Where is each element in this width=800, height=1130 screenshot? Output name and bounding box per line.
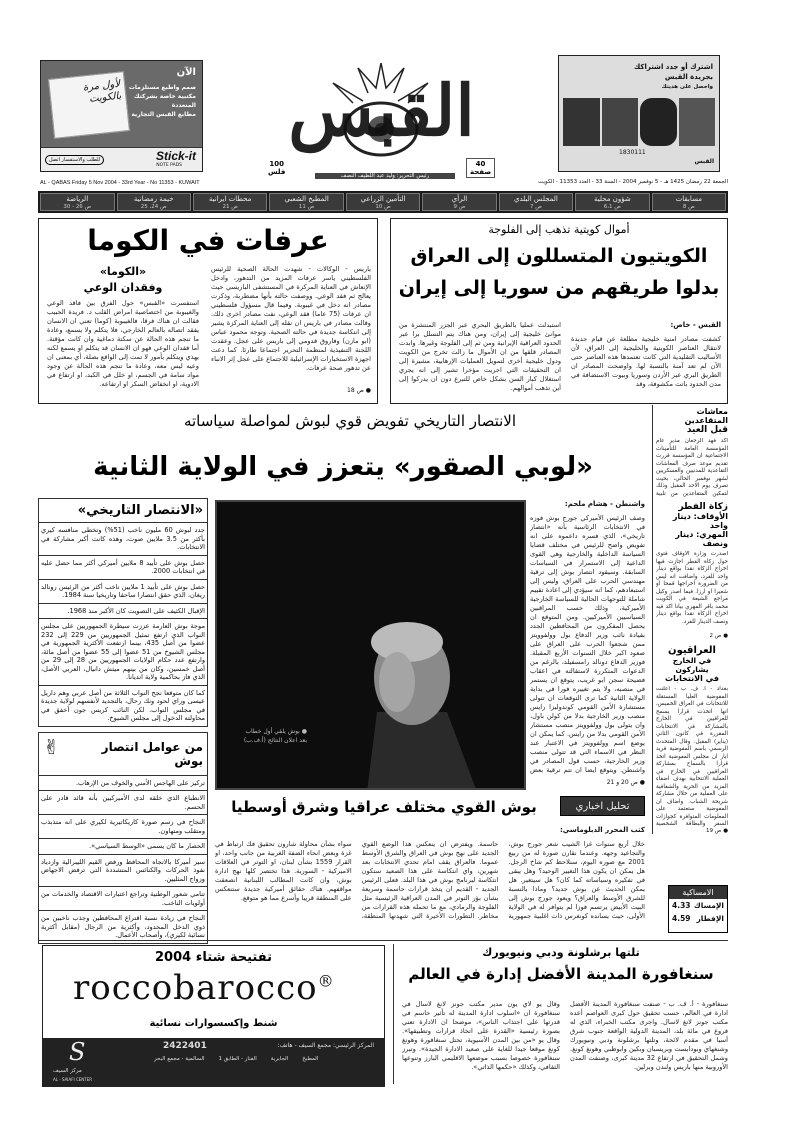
story-body-right: كشفت مصادر امنية خليجية مطلعة عن قيام جديدة لانتقال العناصر الكويتية والخليجية إلى العراق، لأن الأساليب التقليدية التي كانت تعتمدها هذه العناصر حتى الآن لم تعد آمنة بالنسبة لها. واوضحت المصادر ان الطريق البري عبر الأردن وسوريا وبيوت الاستضافة في مدن الحدود باتت مكشوفة، وقد	[571, 335, 721, 388]
ad-footer	[43, 1038, 384, 1086]
nav-page: ص 21	[222, 204, 238, 210]
editor-line: رئيس التحرير: وليد عبد اللطيف النصف	[315, 173, 455, 179]
historic-bullet: كما كان متوقعا نجح النواب الثلاثة من أصل عربي وهم داريل عيسى وراي لحود ونك رحال، بالتجديد لأنفسهم لولاية جديدة في مجلس النواب. لكن النائب كريس جون أخفق في محاولته الدخول إلى مجلس الشيوخ.	[41, 688, 205, 722]
singapore-body-left: وقال يو لاي يون مدير مكتب جونز لانغ لاسال في سنغافورة ان «اسلوب ادارة المدينة له تأثير حاسم في قدرتها على اجتذاب الناس»، موضحا ان الادارة تعني بصورة رئيسية «القدرة على اتخاذ قرارات وتطبيقها». وقال يو «من بين المدن الآسيوية، تحتل سنغافورة وهونغ كونغ موقعا جيدا للغاية على صعيد الادارة الجيدة». وتبرز سنغافورة خصوصا بسبب موضعها الاقليمي البارز وتنوعها الثقافي، وكذلك «حكمها الذاتي».	[402, 1000, 560, 1071]
analysis-byline: كتب المحرر الدبلوماسي:	[559, 826, 645, 834]
ad-logo-s-icon: S	[69, 1038, 86, 1066]
ad-brand-area	[41, 147, 202, 171]
nav-label: الرياضة	[66, 195, 89, 203]
phone-image-icon	[640, 98, 677, 146]
analysis-label: تحليل اخباري	[560, 796, 645, 816]
ad-sub-line: اشترك أو جدد اشتراكك	[633, 63, 713, 71]
singapore-body-right: سنغافورة - أ. ف. ب - صنفت سنغافورة المدينة الأفضل ادارة في العالم، حسب تحقيق حول كبرى العواصم أعده مكتب جونز لانغ لاسال. واجرى مكتب الخبراء، الذي له فروع في مائة بلد، المدينة الدولية الواقعة جنوب شرق آسيا في مقدم لائحة، وتلتها برشلونة ودبي ونيويورك وشنغهاي وبودابست وبريسبان وبكين وابوظبي وهونغ كونغ. وشمل التحقيق في ارتفاع 32 مدينة كبرى، وصنفت المدن الأوروبية منها باريس ولندن وبرلين.	[570, 1000, 728, 1071]
prayer-title: الامساكية	[669, 886, 727, 899]
ad-brand-name: roccobarocco	[73, 968, 318, 1008]
ad-gift-images	[563, 98, 715, 146]
ad-roccobarocco[interactable]	[42, 945, 385, 1087]
date-arabic: الجمعة 22 رمضان 1425 هـ - 5 نوفمبر 2004 - السنة 33 - العدد 11353 - الكويت	[538, 179, 728, 185]
section-nav	[38, 191, 728, 213]
lead-body: وصف الرئيس الأميركي جورج بوش فوزه في الانتخابات الرئاسية بأنه «انتصار تاريخي»، الذي فسره داعموه على انه تفويض واضح للرئيس في مختلف قضايا السياسة الداخلية والخارجية وهي القوى الداعية إلى الاستمرار في السياسات السابقة. وسيقود انتصار بوش إلى ترقية مهندسي الحرب على العراق، وليس إلى استبعادهم، كما انه سيؤدي إلى اعادة تقييم شاملة للتوجهات الحالية للسياسة الخارجية الأميركية، وذلك حسب المراقبين السياسيين الأميركيين. ومن المتوقع ان يحصل المفكرون من المحافظين الجدد بقيادة نائب وزير الدفاع بول وولفوويتز ممن شجعوا الحرب على العراق على صعود اكبر خلال السنوات الأربع المقبلة. فوزير الدفاع دونالد رامسفيلد، بالرغم من الدعوات المتكررة لاستقالته في اعقاب فضيحة سجن ابو غريب، يتوقع ان يستمر في منصبه، ولا يتم تغييره فورا في بداية الولاية الثانية كما ترى التوقعات ان تتولى مستشارة الأمن القومي كوندوليزا رايس منصب وزير الخارجية بدلا من كولن باول، وان يتولى بول وولفوويتز منصب مستشار الأمن القومي بدلا من رايس. كما يمكن ان يوضع اسم وولفوويتز في الاعتبار عند النظر في الاسماء التي قد تتولى منصب وزير الخارجية، حسب قول المصادر في واشنطن. ويتوقع ايضا ان تتم ترقية بعض	[530, 514, 645, 774]
factors-bullet: تركيز على الهاجس الأمني والخوف من الإرهاب.	[39, 776, 207, 792]
story-body-left: استبدلت عمليا بالطريق البحري عبر الجزر المنتشرة من موانئ خليجية إلى إيران، ومن هناك يتم التسلل برا عبر الحدود العراقية الإيرانية ومن ثم إلى الفلوجة وغيرها. وابدت المصادر قلقها من ان الأموال ما زالت تخرج من الكويت ودول خليجية أخرى لتمويل العمليات الإرهابية، مشيرة إلى ان التحقيقات التي اجريت مؤخرا تشير إلى انه يجري استغلال كبار السن بشكل خاص للتبرع دون ان يدركوا إلى أين تذهب أموالهم.	[399, 321, 561, 392]
zakat-title-1: زكاة الفطر	[678, 502, 728, 512]
zakat-body: اصدرت وزارة الأوقاف فتوى حول زكاة الفطر اجازت فيها اخراج الزكاة نقدا بواقع دينار واحد للفرد، واضافت انه ليس من الضرورة اخراجها قمحا او شعيرا او ارزا. فيما اصدر وكيل مراجع الشيعة في الكويت محمد باقر المهري بيانا اكد فيه اخراج الزكاة نقدا بواقع دينار ونصف الدينار للفرد.	[656, 551, 728, 625]
ad-center-en: AL - SAIAFI CENTER	[53, 1077, 93, 1082]
coma-title-2: وفقدان الوعي	[83, 281, 163, 294]
prayer-row	[669, 899, 727, 912]
story-headline: عرفات في الكوما	[87, 224, 329, 257]
nav-item[interactable]	[346, 193, 420, 211]
ad-sub-line: بجريدة القبس	[664, 73, 713, 81]
rule-bottom	[38, 940, 728, 941]
ad-phone: 2422401	[163, 1041, 207, 1051]
ad-branch: الجابرية	[270, 1056, 289, 1062]
nav-item[interactable]	[575, 193, 649, 211]
ad-tagline: شنط وإكسسوارات نسائية	[149, 1018, 278, 1029]
nav-page: ص 24، 25	[140, 204, 167, 210]
ad-branches	[154, 1055, 374, 1064]
ad-brand-sub: NOTE PADS	[156, 163, 182, 168]
ad-line: المتعددة	[171, 102, 196, 109]
price-unit: فلس	[268, 168, 286, 176]
story-arafat[interactable]	[38, 218, 378, 404]
ad-subscription[interactable]	[558, 55, 720, 172]
ad-phone: 1830111	[619, 149, 646, 156]
iraqis-body: بغداد - أ. ف. ب - اعلنت المفوضية العليا المستقلة للانتخابات في العراق الخميس، انها اتخذت قرارا يسمح للعراقيين في الخارج بالمشاركة في الانتخابات المقررة في كانون الثاني (يناير) المقبل. وقال المتحدث الرسمي باسم المفوضية فريد ايار ان مجلس المفوضية اتخذ قرارا بالسماح بمشاركة العراقيين في الخارج في العملية الانتخابية بهدف اضفاء المزيد من الحرية والشفافية على العملية من خلال مشاركة شريحة الشباب. واضاف ان المفوضية ستعتمد على المعلومات المتوافرة كجوازات السفر والبطاقة الشخصية	[656, 686, 728, 827]
factors-bullet: سير أميركا بالاتجاه المحافظ ورفض القيم الليبرالية وازدياد نفوذ الحركات والكنائس المتشددة التي ترفض الاجهاض وزواج المثليين.	[39, 855, 207, 888]
photo-caption: ● بوش يلقي أول خطاب بعد اعلان النتائج (أ.ف.ب)	[243, 728, 307, 744]
iraqis-title-1: العراقيون	[668, 645, 716, 656]
prayer-row	[669, 912, 727, 925]
date-english: AL - QABAS Friday 5 Nov 2004 - 33rd Year - No 11353 - KUWAIT	[40, 180, 200, 186]
ad-kicker: تفتيحة شتاء 2004	[155, 950, 272, 965]
iraqis-page-ref: ● ص 19	[706, 828, 728, 834]
story-headline-2: بدلوا طريقهم من سوريا إلى إيران	[398, 277, 720, 299]
ad-phone-label: المركز الرئيسي: مجمع السيف - هاتف:	[277, 1042, 374, 1049]
story-singapore[interactable]	[393, 944, 728, 1084]
prayer-time: 4.33	[672, 901, 691, 910]
factors-bullet: النجاح في زيادة نسبة اقتراع المحافظين وجذب ناخبين من ذوي الدخل المحدود، وأكثرية من الرجال (مقابل أكثرية نسائية لكيري)، وأصحاب الأعمال.	[41, 914, 205, 939]
masthead-logo	[218, 63, 545, 157]
ad-sub-lines	[634, 62, 713, 92]
singapore-kicker: تلتها برشلونة ودبي ونيويورك	[482, 946, 640, 959]
lead-headline: «لوبي الصقور» يتعزز في الولاية الثانية	[93, 452, 593, 482]
ad-note-text: لأول مرة بالكويت	[82, 78, 122, 105]
price	[268, 160, 285, 176]
nav-item[interactable]	[499, 193, 573, 211]
price-value: 100	[269, 160, 284, 168]
phone-image-icon	[602, 98, 639, 146]
ad-branch: المطبخ	[302, 1056, 319, 1062]
prayer-label: الإمساك	[693, 901, 724, 910]
lead-kicker: الانتصار التاريخي تفويض قوي لبوش لمواصلة سياساته	[183, 412, 517, 430]
nav-label: مسابقات	[675, 195, 702, 203]
pages-count	[466, 158, 495, 178]
prayer-time: 4.59	[672, 914, 691, 923]
prayer-label: الإفطار	[696, 914, 724, 923]
nav-page: ص 10	[375, 204, 391, 210]
historic-bullet: حصل بوش على تأييد 8 ملايين أميركي أكثر مما حصل عليه في انتخابات 2000.	[39, 556, 207, 580]
factors-bullet: الانطباع الذي خلقه لدى الأميركيين بأنه قائد قادر على الحسم.	[39, 791, 207, 815]
zakat-title-2: الأوقاف: دينار واحد	[672, 512, 728, 530]
nav-item[interactable]	[422, 193, 496, 211]
factors-box	[38, 732, 208, 944]
bush-photo	[215, 500, 526, 790]
ad-contact: للطلب والاستفسار اتصل	[45, 155, 104, 165]
card-image-icon	[679, 98, 716, 146]
nav-label: التأمين الزراعي	[360, 195, 406, 203]
coma-title-1: «الكوما»	[99, 265, 147, 278]
ad-headline: الآن	[176, 67, 196, 78]
logo-text: القبس	[288, 69, 475, 152]
nav-item[interactable]	[117, 193, 191, 211]
lead-byline: واشنطن - هشام ملحم:	[564, 500, 645, 508]
pensions-title-2: قبل العيد	[686, 425, 728, 435]
left-column	[38, 498, 208, 944]
nav-page: ص 8	[682, 204, 695, 210]
ad-line: مطابع القبس التجارية	[131, 111, 196, 118]
factors-bullet: تنامي شعور الوطنية وتراجع اعتبارات الاقتصاد والخدمات من أولويات الناخب.	[39, 887, 207, 911]
ad-sub-line: واحصل على هديتك	[661, 84, 713, 90]
factors-title: من عوامل انتصار بوش	[39, 733, 207, 776]
ad-line: صمم واطبع مستلزمات	[128, 84, 196, 91]
historic-bullet: حصل بوش على تأييد 1 ملايين ناخب أكثر من الرئيس رونالد ريغان، الذي حقق انتصارا ساحقا وتاريخيا سنة 1984.	[39, 580, 207, 604]
pensions-title-1: معاشات المتقاعدين	[684, 407, 728, 425]
pages-unit: صفحة	[470, 168, 492, 176]
nav-page: ص 11	[298, 204, 315, 210]
historic-bullet: الإقبال الكثيف على التصويت كان الأكبر منذ 1968.	[39, 604, 207, 620]
pensions-body: اكد فهد الرجعان مدير عام المؤسسة العامة للتأمينات الاجتماعية ان المؤسسة قررت تقديم موعد صرف المعاشات التقاعدية للمدنيين والعسكريين لشهر نوفمبر الحالي، بحيث تصرف يوم الاحد المقبل وذلك لتمكين المتقاعدين من تلبية	[656, 438, 728, 497]
ad-lines	[129, 83, 196, 119]
nav-label: المطبخ الشعبي	[284, 195, 329, 203]
nav-item[interactable]	[269, 193, 343, 211]
ad-branch: الفنار - الطابق 1	[218, 1056, 257, 1062]
page-ref: ● ص 18	[347, 387, 371, 394]
nav-page: ص 26 - 30	[63, 204, 92, 210]
sidebar	[652, 405, 728, 834]
nav-item[interactable]	[40, 193, 114, 211]
coma-body: استفسرت «القبس» حول الفرق بين فاقد الوعي والغيبوبة من اختصاصية امراض القلب د. فريدة الحبيب فقالت ان هناك فرقا، فالغيبوبة (كوما) تعني ان الانسان يفقد اتصاله بالعالم الخارجي، فلا يتكلم ولا يسمع، وعادة ما تنجم هذه الحالة عن سكتة دماغية وان كانت مؤقتة. أما فقدان الوعي فهو ان الانسان قد يتكلم او يسمع لكنه يهذي ويتكلم بأمور لا تمت إلى الواقع بصلة، أي بمعنى ان وعيه ليس معه، وعادة ما تنجم هذه الحالة عن وجود مواد سامة في الجسم، او خلل في الكبد، او ارتفاع في الادوية، او انخفاض السكر او ارتفاعه.	[47, 299, 199, 388]
nav-label: الرأي	[451, 195, 468, 203]
nav-label: المجلس البلدي	[514, 195, 558, 203]
story-byline: القبس - خاص:	[670, 321, 721, 329]
analysis-body: خلال أربع سنوات غزا الشيب شعر جورج بوش، والتجاعيد وجهه. وعندما نقارن صورة له من ربيع 2001 مع صوره اليوم، سنلاحظ كم شاخ الرجل. هل يمكن ان يكون هذا التغيير الوحيد؟ وهل يبقى في تفكيره وسياساته كما كان؟ هل سيتغير. هل يمكن الحديث عن بوش جديد؟ وماذا بالنسبة للشرق الأوسط والعراق؟ ويعود جورج بوش إلى البيت الأبيض يرتسم فوزا لم يتوافر له في الولاية الأولى، حيث يسانده كونغرس ذات اغلبية جمهورية حاسمة. ويفترض ان ينعكس هذا الوضع القوي الجديد على نهج بوش في العراق والشرق الأوسط عموما. فالعراق يقف امام تحدي الانتخابات بعد شهرين، واي انتكاسة على هذا الصعيد ستكون انتكاسة لبرنامج بوش في هذا البلد. فعلى الرئيس الجديد - القديم ان يتخذ قرارات حاسمة وسريعة بشأن بؤر التوتر في المدن العراقية الرئيسية مثل الفلوجة والرمادي، مع ما تحمله هذه القرارات من مخاطر. التطورات الأخيرة التي شهدتها المنطقة، سواء بشأن محاولة شارون تحقيق فك ارتباط في غزة وبعض انحاء الضفة الغربية من جانب واحد، او القرار 1559 بشأن لبنان، او التوتر في العلاقات الاميركية - السورية. هذا تختصر كلها نهج ادارة بوش، وان كانت المطالب اللبنانية انصعقت مواقفهم. هناك حقائق أميركية جديدة ستنعكس على المنطقة قريبا وأسرع مما هو متوقع.	[215, 840, 645, 920]
factors-bullet: الحصار ما كان يسمى «الوسط السياسي».	[39, 839, 207, 855]
story-kuwaitis-iraq[interactable]	[390, 218, 728, 404]
bush-portrait-icon	[217, 502, 526, 790]
historic-box	[38, 498, 208, 727]
prayer-times-box	[668, 885, 728, 933]
iraqis-title-3: في الانتخابات	[665, 674, 719, 683]
ad-brand	[73, 968, 335, 1008]
historic-title: «الانتصار التاريخي»	[39, 499, 207, 523]
zakat-title-3: المهري: دينار ونصف	[675, 530, 728, 548]
lead-page-ref: ● ص 20 و 21	[606, 779, 645, 786]
victory-hand-icon: ✌	[43, 734, 60, 759]
ad-stick-it[interactable]	[40, 60, 203, 172]
nav-item[interactable]	[193, 193, 267, 211]
historic-bullet: جدد لبوش 60 مليون ناخب (51%) وتخطى منافسه كيري بأكثر من 3.5 ملايين صوت، وهذه كانت أكبر مشاركة في الانتخابات.	[39, 523, 207, 556]
historic-bullet: موجة بوش العارمة عززت سيطرة الجمهوريين على مجلس النواب الذي ارتفع تمثيل الجمهوريين من 229 إلى 232 عضوا من أصل 435، بينما ارتفعت الأكثرية الجمهورية في مجلس الشيوخ من 51 عضوا إلى 55 عضوا من أصل مائة، وارتفع عدد حكام الولايات الجمهوريين من 28 إلى 29 من أصل خمسين، وكان من بينهم ميتش دانيال، العربي الأصل، الذي فاز بحاكمية ولاية انديانا.	[39, 619, 207, 686]
ad-branch: السالمية - مجمع البحر	[154, 1056, 205, 1062]
nav-page: ص 7	[529, 204, 542, 210]
nav-label: خيمة رمضانية	[133, 195, 174, 203]
ad-sub-brand: القبس	[694, 158, 714, 165]
nav-label: محطات ايرانية	[208, 195, 252, 203]
factors-bullet: النجاح في رسم صورة كاريكاتيرية لكيري على انه متذبذب ومتقلب ومتهاون.	[39, 815, 207, 839]
iraqis-title-2: في الخارج يشاركون	[672, 656, 712, 674]
ad-line: مكتبية خاصة بشركتك	[134, 93, 196, 100]
zakat-page-ref: ● ص 2	[709, 633, 728, 639]
ad-note-card	[48, 71, 130, 139]
singapore-headline: سنغافورة المدينة الأفضل إدارة في العالم	[408, 965, 714, 983]
ad-brand: Stick-it	[155, 149, 196, 163]
nav-label: شؤون محلية	[594, 195, 631, 203]
analysis-headline: بوش القوي مختلف عراقيا وشرق أوسطيا	[231, 798, 537, 816]
nav-item[interactable]	[652, 193, 726, 211]
story-body: باريس - الوكالات - شهدت الحالة الصحية للرئيس الفلسطيني ياسر عرفات المزيد من التدهور، وادخل الإنعاش في العناية المركزة في المستشفى الباريسي حيث يعالج ثم فقد الوعي. ووصفت حالته بأنها مضطربة، وذكرت مصادر انه دخل في غيبوبة. وفيما قال مسؤول فلسطيني ان عرفات (75 عاما) فقد الوعي، نفت مصادر اخرى ذلك. وقالت مصادر في باريس ان نقله إلى العناية المركزة يشير إلى انتكاسة جديدة في حالته الصحية. وتوجه محمود عباس (ابو مازن) وفاروق قدومي إلى باريس على عجل. وعقدت اللجنة التنفيذية لمنظمة التحرير اجتماعا طارئا. كما دعت اجهزة الاستخبارات الإسرائيلية للاجتماع على عجل إثر الانباء عن تدهور صحة عرفات.	[211, 265, 371, 372]
story-headline-1: الكويتيون المتسللون إلى العراق	[410, 245, 708, 267]
pages-value: 40	[475, 160, 486, 168]
nav-page: ص 6،1	[603, 204, 621, 210]
phone-image-icon	[563, 98, 600, 146]
nav-page: ص 9	[453, 204, 466, 210]
story-kicker: أموال كويتية تذهب إلى الفلوجة	[488, 223, 630, 236]
ad-center-ar: مركز السيف	[53, 1068, 82, 1074]
registered-mark: ®	[317, 971, 335, 991]
